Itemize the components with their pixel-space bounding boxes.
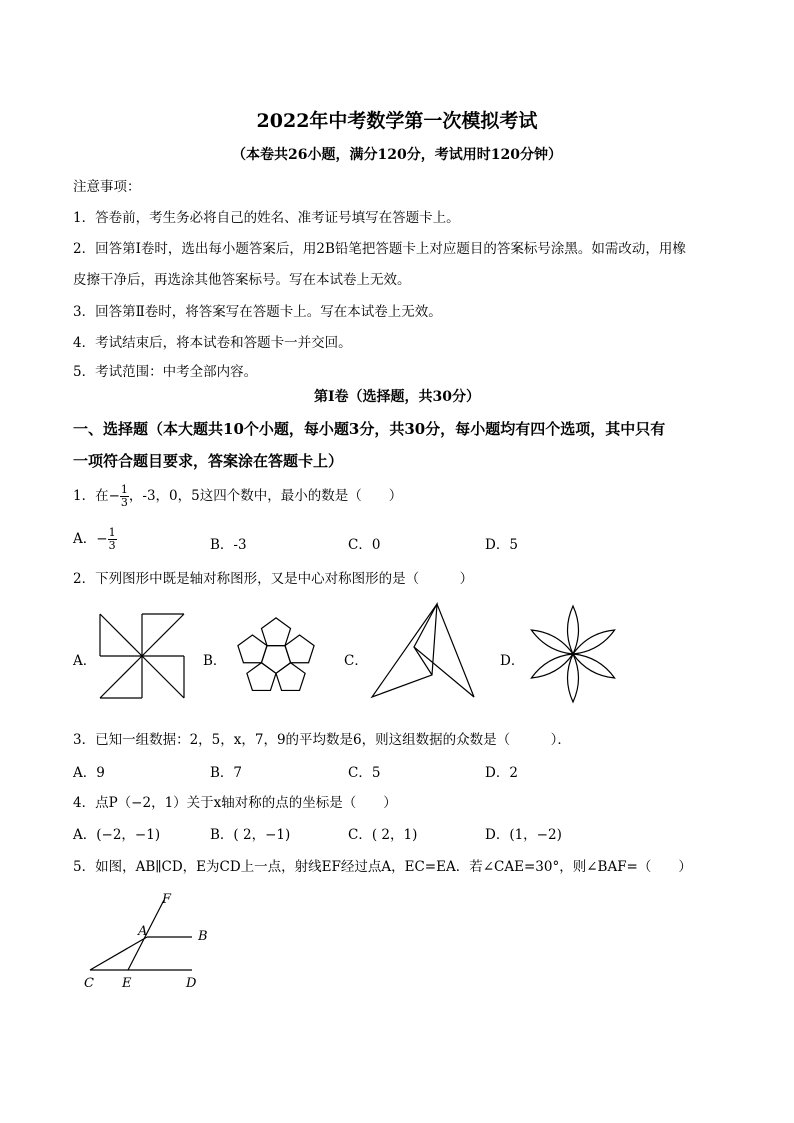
label-b: B	[198, 929, 208, 944]
question-5: 5．如图，AB∥CD，E为CD上一点，射线EF经过点A，EC=EA．若∠CAE=30°，则∠BAF=（ ）	[73, 859, 692, 875]
question-1	[73, 484, 402, 509]
petal-shape	[573, 654, 615, 678]
section-title: 第Ⅰ卷（选择题，共30分）	[313, 389, 481, 405]
q2-option-a[interactable]: A．	[73, 653, 97, 669]
pentagon-shape	[261, 618, 290, 646]
q2-option-c[interactable]: C．	[344, 653, 368, 669]
section-instruction-1: 一、选择题（本大题共10个小题，每小题3分，共30分，每小题均有四个选项，其中只有	[73, 420, 666, 438]
q1-option-a-label: A．	[73, 531, 97, 547]
note-item-1: 1．答卷前，考生务必将自己的姓名、准考证号填写在答题卡上。	[73, 210, 460, 226]
question-4: 4．点P（−2，1）关于x轴对称的点的坐标是（ ）	[73, 795, 397, 811]
pentagon-shape	[238, 635, 267, 663]
q3-option-a[interactable]: A．9	[73, 765, 105, 781]
page-subtitle: （本卷共26小题，满分120分，考试用时120分钟）	[232, 147, 562, 163]
section-instruction-2: 一项符合题目要求，答案涂在答题卡上）	[73, 452, 344, 470]
q2-option-b[interactable]: B．	[203, 653, 227, 669]
q4-option-a[interactable]: A．(−2，−1)	[73, 827, 161, 843]
spiky-star-figure	[370, 602, 480, 702]
petal-shape	[573, 630, 615, 654]
six-petal-flower-figure	[528, 604, 618, 704]
q1-option-c[interactable]: C．0	[348, 537, 381, 553]
q1-minus: −	[108, 488, 120, 504]
q1-fraction	[120, 484, 129, 509]
q1-option-a-num: 1	[108, 526, 116, 539]
notes-heading: 注意事项：	[73, 179, 141, 195]
q1-prefix: 1．在	[73, 488, 109, 504]
q1-option-a-fraction	[108, 527, 117, 552]
question-2: 2．下列图形中既是轴对称图形，又是中心对称图形的是（ ）	[73, 571, 474, 587]
petal-shape	[531, 630, 573, 654]
q3-option-d[interactable]: D．2	[485, 765, 518, 781]
pentagon-flower-figure	[226, 606, 326, 706]
page-title: 2022年中考数学第一次模拟考试	[256, 110, 538, 132]
parallel-lines-figure	[80, 890, 220, 1000]
q1-fraction-den: 3	[120, 496, 128, 509]
note-item-2b: 皮擦干净后，再选涂其他答案标号。写在本试卷上无效。	[73, 272, 411, 288]
pentagon-shape	[285, 635, 314, 663]
pentagon-shape	[276, 663, 305, 691]
petal-shape	[531, 654, 573, 678]
pentagon-shape	[247, 663, 276, 691]
note-item-3: 3．回答第Ⅱ卷时，将答案写在答题卡上。写在本试卷上无效。	[73, 304, 442, 320]
q1-fraction-num: 1	[120, 483, 128, 496]
q1-option-a[interactable]	[73, 527, 117, 552]
petal-shape	[568, 654, 579, 702]
label-c: C	[84, 976, 94, 991]
q4-option-c[interactable]: C．( 2，1)	[348, 827, 418, 843]
q1-option-a-minus: −	[96, 531, 108, 547]
q1-option-b[interactable]: B．-3	[210, 537, 247, 553]
q3-option-b[interactable]: B．7	[210, 765, 243, 781]
q1-option-a-den: 3	[108, 539, 116, 552]
note-item-5: 5．考试范围：中考全部内容。	[73, 364, 258, 380]
petal-shape	[568, 606, 579, 654]
note-item-2a: 2．回答第Ⅰ卷时，选出每小题答案后，用2B铅笔把答题卡上对应题目的答案标号涂黑。如需改动，用橡	[73, 241, 686, 257]
label-a: A	[138, 924, 148, 939]
note-item-4: 4．考试结束后，将本试卷和答题卡一并交回。	[73, 335, 352, 351]
q2-option-d[interactable]: D．	[500, 653, 525, 669]
q3-option-c[interactable]: C．5	[348, 765, 381, 781]
q4-option-b[interactable]: B．( 2，−1)	[210, 827, 291, 843]
q4-option-d[interactable]: D．(1，−2)	[485, 827, 562, 843]
label-f: F	[162, 892, 172, 907]
q1-rest: ，-3，0，5这四个数中，最小的数是（ ）	[128, 488, 403, 504]
pinwheel-figure	[97, 611, 187, 701]
label-e: E	[122, 976, 132, 991]
q1-option-d[interactable]: D．5	[485, 537, 518, 553]
label-d: D	[186, 976, 197, 991]
question-3: 3．已知一组数据：2，5，x，7，9的平均数是6，则这组数据的众数是（ ）．	[73, 732, 571, 748]
